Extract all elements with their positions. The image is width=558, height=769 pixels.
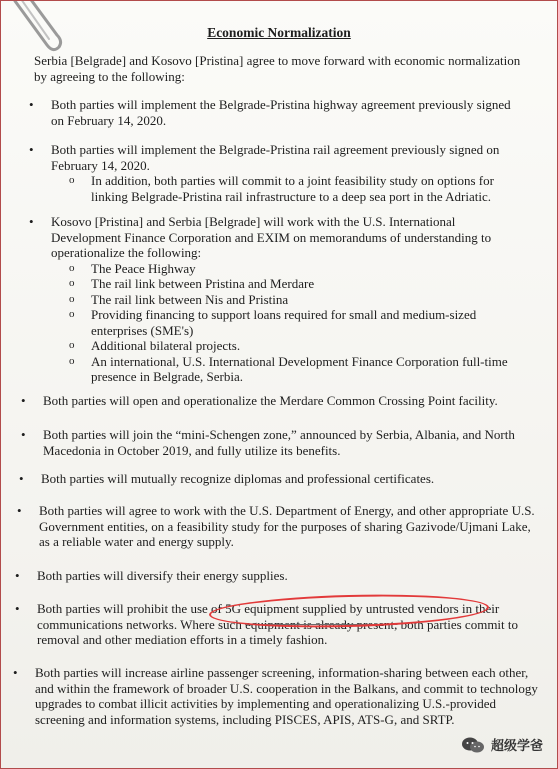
list-item	[29, 142, 521, 204]
watermark-label: 超级学爸	[490, 739, 543, 754]
list-item	[13, 665, 540, 727]
sub-item	[51, 261, 526, 277]
bullet-icon: •	[21, 427, 26, 442]
sub-bullet-icon: o	[69, 308, 75, 320]
list-item-text: both parties commit to removal and other mediation efforts in a timely fashion.	[37, 616, 519, 647]
sub-item-text: The rail link between Pristina and Merdare	[91, 276, 315, 291]
list-item-text: Both parties will implement the Belgrade-Pristina rail agreement previously signed on February 14, 2020.	[51, 142, 500, 173]
list-item	[15, 601, 547, 648]
bullet-icon: •	[21, 393, 26, 408]
list-item	[15, 568, 537, 584]
sub-item	[51, 354, 526, 385]
sub-item	[51, 292, 526, 308]
sub-item-text: The rail link between Nis and Pristina	[91, 291, 289, 307]
sub-bullet-icon: o	[69, 339, 75, 351]
list-item-text: Both parties will join the “mini-Schengen zone,” announced by Serbia, Albania, and North Macedonia in October 2019, and fully utilize its benefits.	[43, 427, 515, 458]
list-item	[21, 427, 533, 458]
sub-item-text: Providing financing to support loans required for small and medium-sized enterprises (SME's)	[91, 307, 477, 338]
sub-item-text: The Peace Highway	[91, 260, 196, 276]
bullet-icon: •	[17, 503, 22, 518]
list-item-text: Both parties will mutually recognize diplomas and professional certificates.	[41, 471, 435, 486]
sub-item	[51, 307, 526, 338]
bullet-icon: •	[15, 601, 20, 616]
sub-bullet-icon: o	[69, 174, 75, 186]
list-item-text: Both parties will open and operationalize the Merdare Common Crossing Point facility.	[43, 393, 498, 408]
bullet-icon: •	[15, 568, 20, 583]
list-item	[19, 471, 531, 487]
sub-bullet-icon: o	[69, 292, 75, 305]
bullet-icon: •	[13, 665, 18, 680]
list-item	[17, 503, 539, 550]
list-item	[29, 97, 521, 128]
watermark	[461, 735, 543, 754]
list-item	[21, 393, 533, 409]
bullet-icon: •	[29, 97, 34, 112]
sub-item-text: Additional bilateral projects.	[91, 338, 241, 353]
list-item-text: Both parties will increase airline passenger screening, information-sharing between each other, and within the framework of broader U.S. cooperation in the Balkans, and commit to technology upgrades to combat illicit activities by implementing and operationalizing U.S.-provided screening and information systems, including PISCES, APIS, ATS-G, and SRTP.	[35, 665, 538, 727]
sub-item	[51, 338, 526, 354]
sub-bullet-icon: o	[69, 354, 75, 367]
wechat-icon	[461, 736, 485, 754]
sub-item	[51, 173, 521, 204]
sub-bullet-icon: o	[69, 277, 75, 289]
sub-item	[51, 276, 526, 292]
sub-item-text: In addition, both parties will commit to a joint feasibility study on options for linking Belgrade-Pristina rail infrastructure to a deep sea port in the Adriatic.	[91, 173, 494, 204]
document-title: Economic Normalization	[207, 25, 351, 40]
struck-text: equipment is already present,	[245, 616, 398, 632]
list-item-text: Both parties will diversify their energy supplies.	[37, 568, 288, 583]
sub-item-text: An international, U.S. International Development Finance Corporation full-time presence in Belgrade, Serbia.	[91, 353, 508, 384]
bullet-icon: •	[19, 471, 24, 486]
list-item	[29, 214, 526, 385]
list-item-text: Both parties will prohibit the use of 5G equipment supplied by untrusted vendors in their communications networks. Where such	[37, 601, 500, 632]
bullet-icon: •	[29, 142, 34, 157]
list-item-text: Kosovo [Pristina] and Serbia [Belgrade] will work with the U.S. International Development Finance Corporation and EXIM on memorandums of understanding to operationalize the following:	[51, 214, 492, 260]
sub-bullet-icon: o	[69, 261, 75, 274]
intro-paragraph: Serbia [Belgrade] and Kosovo [Pristina] agree to move forward with economic normalization by agreeing to the following:	[34, 53, 521, 84]
list-item-text: Both parties will implement the Belgrade-Pristina highway agreement previously signed on February 14, 2020.	[51, 97, 511, 128]
list-item-text: Both parties will agree to work with the U.S. Department of Energy, and other appropriate U.S. Government entities, on a feasibility study for the purposes of sharing Gazivode/Ujmani Lake, as a reliable water and energy supply.	[39, 503, 535, 549]
bullet-icon: •	[29, 214, 34, 229]
